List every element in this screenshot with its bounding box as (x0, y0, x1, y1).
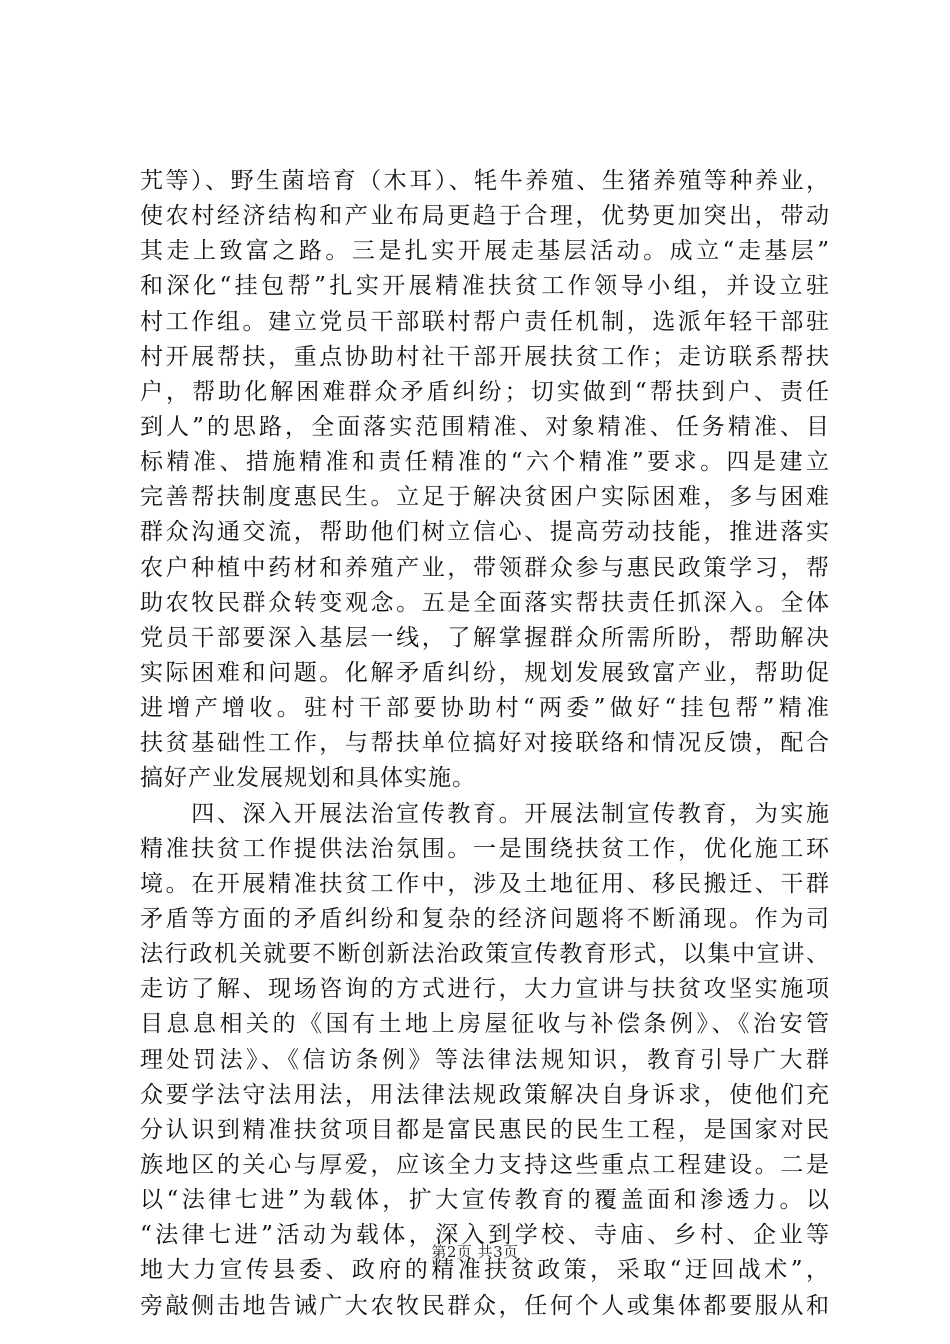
text-line: 群众沟通交流，帮助他们树立信心、提高劳动技能，推进落实 (140, 519, 830, 546)
text-line: 使农村经济结构和产业布局更趋于合理，优势更加突出，带动 (140, 203, 830, 230)
text-line: 境。在开展精准扶贫工作中，涉及土地征用、移民搬迁、干群 (140, 870, 830, 897)
text-line: 四、深入开展法治宣传教育。开展法制宣传教育，为实施 (140, 800, 830, 827)
text-line: 地大力宣传县委、政府的精准扶贫政策，采取“迂回战术”， (140, 1257, 830, 1284)
text-line: 法行政机关就要不断创新法治政策宣传教育形式，以集中宣讲、 (140, 941, 830, 968)
text-line: 矛盾等方面的矛盾纠纷和复杂的经济问题将不断涌现。作为司 (140, 905, 830, 932)
text-line: “法律七进”活动为载体，深入到学校、寺庙、乡村、企业等 (140, 1222, 830, 1249)
text-line: 分认识到精准扶贫项目都是富民惠民的民生工程，是国家对民 (140, 1116, 830, 1143)
text-line: 搞好产业发展规划和具体实施。 (140, 765, 476, 792)
text-line: 扶贫基础性工作，与帮扶单位搞好对接联络和情况反馈，配合 (140, 730, 830, 757)
text-line: 村工作组。建立党员干部联村帮户责任机制，选派年轻干部驻 (140, 308, 830, 335)
text-line: 精准扶贫工作提供法治氛围。一是围绕扶贫工作，优化施工环 (140, 835, 830, 862)
text-line: 助农牧民群众转变观念。五是全面落实帮扶责任抓深入。全体 (140, 589, 830, 616)
text-line: 目息息相关的《国有土地上房屋征收与补偿条例》、《治安管 (140, 1011, 830, 1038)
text-line: 族地区的关心与厚爱，应该全力支持这些重点工程建设。二是 (140, 1151, 830, 1178)
document-body (140, 164, 830, 1324)
text-line: 标精准、措施精准和责任精准的“六个精准”要求。四是建立 (140, 449, 830, 476)
text-line: 农户种植中药材和养殖产业，带领群众参与惠民政策学习，帮 (140, 554, 830, 581)
text-line: 众要学法守法用法，用法律法规政策解决自身诉求，使他们充 (140, 1081, 830, 1108)
text-line: 进增产增收。驻村干部要协助村“两委”做好“挂包帮”精准 (140, 695, 830, 722)
page-footer: 第2页 共3页 (431, 1243, 519, 1261)
text-line: 和深化“挂包帮”扎实开展精准扶贫工作领导小组，并设立驻 (140, 273, 830, 300)
text-line: 党员干部要深入基层一线，了解掌握群众所需所盼，帮助解决 (140, 624, 830, 651)
text-line: 走访了解、现场咨询的方式进行，大力宣讲与扶贫攻坚实施项 (140, 976, 830, 1003)
text-line: 其走上致富之路。三是扎实开展走基层活动。成立“走基层” (140, 238, 830, 265)
text-line: 旁敲侧击地告诫广大农牧民群众，任何个人或集体都要服从和 (140, 1292, 830, 1319)
text-line: 艽等）、野生菌培育（木耳）、牦牛养殖、生猪养殖等种养业， (140, 168, 830, 194)
text-line: 实际困难和问题。化解矛盾纠纷，规划发展致富产业，帮助促 (140, 659, 830, 686)
text-line: 完善帮扶制度惠民生。立足于解决贫困户实际困难，多与困难 (140, 484, 830, 511)
text-line: 理处罚法》、《信访条例》等法律法规知识，教育引导广大群 (140, 1046, 830, 1073)
text-line: 村开展帮扶，重点协助村社干部开展扶贫工作；走访联系帮扶 (140, 343, 830, 370)
text-line: 户，帮助化解困难群众矛盾纠纷；切实做到“帮扶到户、责任 (140, 378, 830, 405)
text-line: 到人”的思路，全面落实范围精准、对象精准、任务精准、目 (140, 413, 830, 440)
text-line: 以“法律七进”为载体，扩大宣传教育的覆盖面和渗透力。以 (140, 1187, 830, 1214)
